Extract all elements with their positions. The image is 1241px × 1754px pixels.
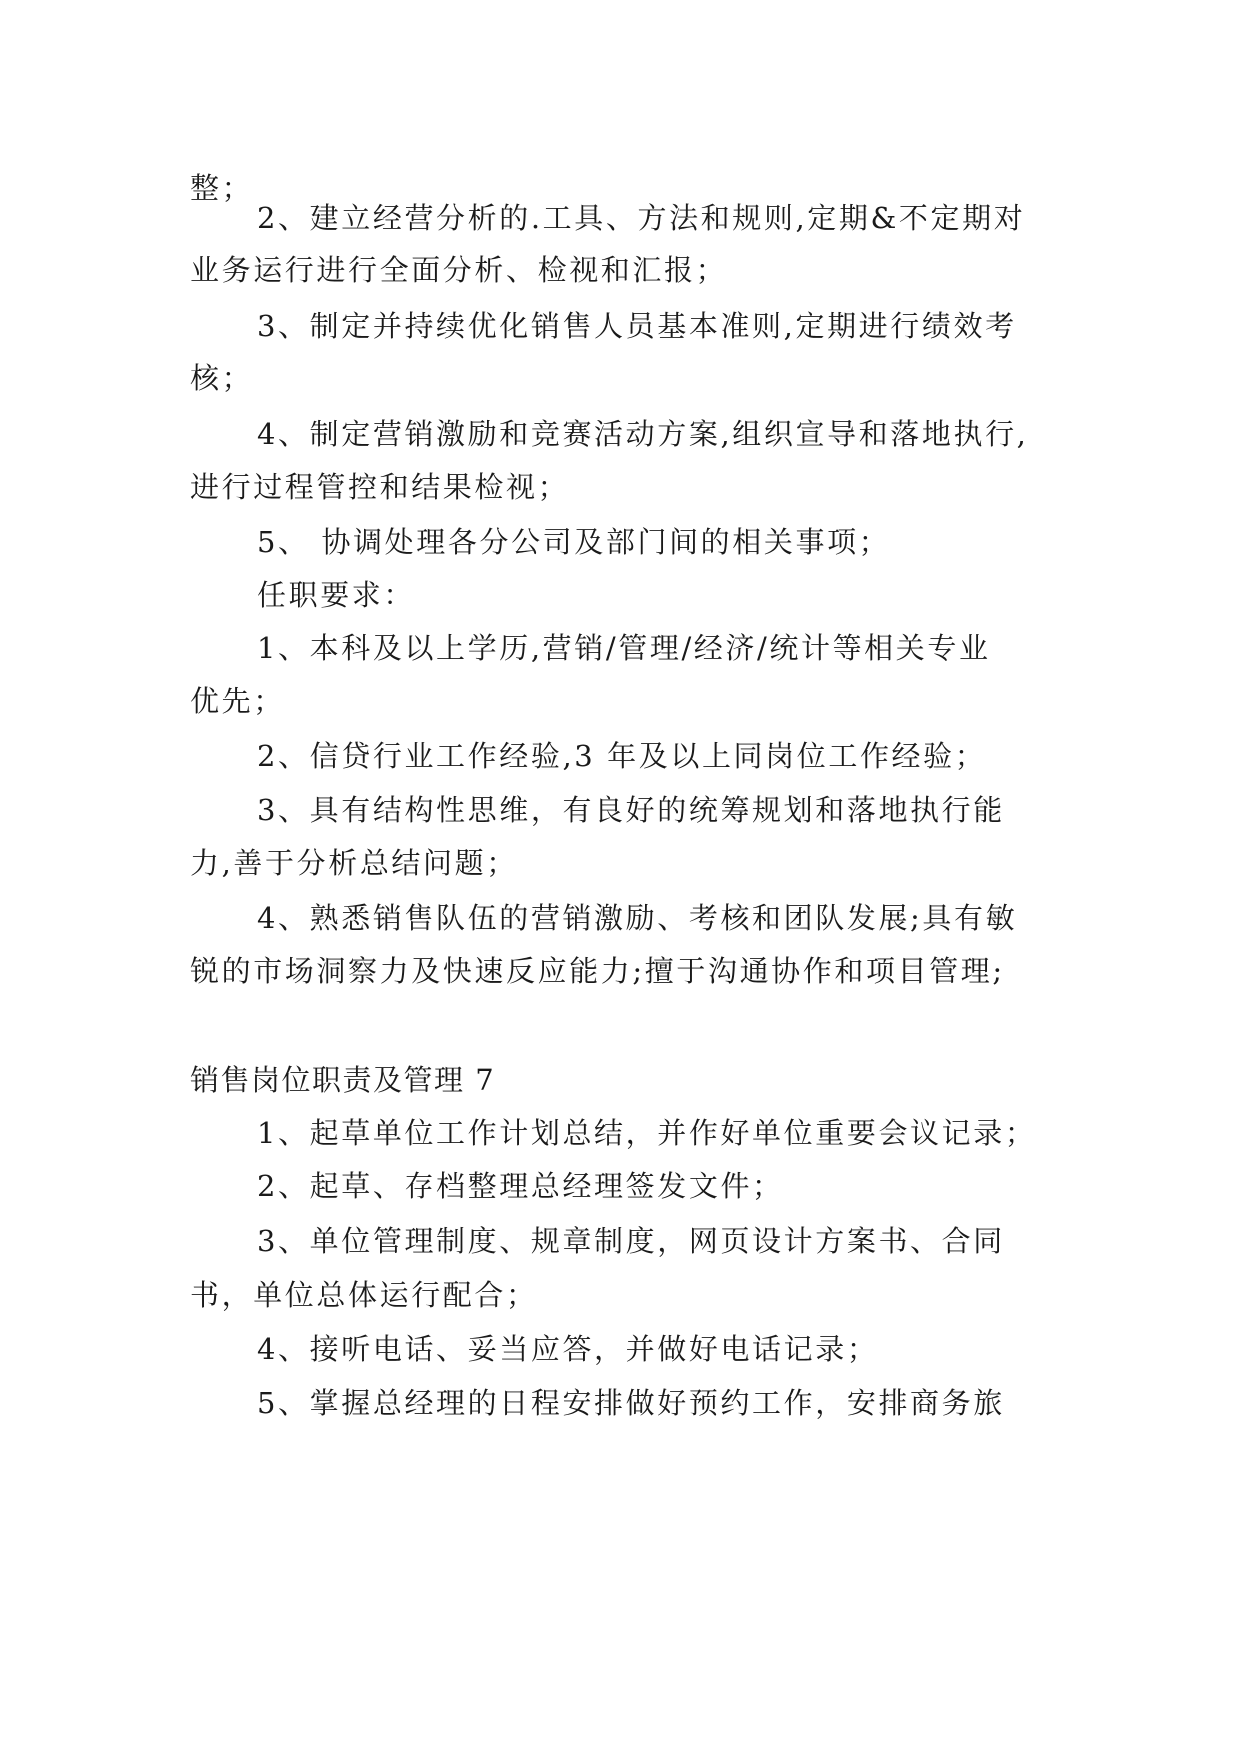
req-item-1-line-2: 优先； — [190, 684, 285, 718]
duty-item-3-line-2: 核； — [190, 361, 254, 395]
duty-item-4-line-2: 进行过程管控和结果检视； — [190, 470, 570, 504]
duty-item-4-line-1: 4、制定营销激励和竞赛活动方案,组织宣导和落地执行, — [257, 417, 1029, 451]
duty-item-3-line-1: 3、制定并持续优化销售人员基本准则,定期进行绩效考 — [257, 309, 1017, 343]
req-item-3-line-1: 3、具有结构性思维，有良好的统筹规划和落地执行能 — [257, 793, 1005, 827]
duty-item-2-line-2: 业务运行进行全面分析、检视和汇报； — [190, 253, 728, 287]
req-item-4-line-1: 4、熟悉销售队伍的营销激励、考核和团队发展;具有敏 — [257, 901, 1018, 935]
text-line: 整； — [190, 171, 254, 205]
section7-item-3-line-2: 书，单位总体运行配合； — [190, 1278, 538, 1312]
section7-item-1: 1、起草单位工作计划总结，并作好单位重要会议记录； — [257, 1116, 1037, 1150]
duty-item-5: 5、 协调处理各分公司及部门间的相关事项； — [257, 525, 891, 559]
req-item-2: 2、信贷行业工作经验,3 年及以上同岗位工作经验； — [257, 739, 987, 773]
section-heading: 销售岗位职责及管理 7 — [190, 1063, 496, 1097]
section7-item-4: 4、接听电话、妥当应答，并做好电话记录； — [257, 1332, 879, 1366]
req-item-1-line-1: 1、本科及以上学历,营销/管理/经济/统计等相关专业 — [257, 631, 991, 665]
req-item-4-line-2: 锐的市场洞察力及快速反应能力;擅于沟通协作和项目管理; — [190, 954, 1005, 988]
section7-item-3-line-1: 3、单位管理制度、规章制度，网页设计方案书、合同 — [257, 1224, 1005, 1258]
duty-item-2-line-1: 2、建立经营分析的.工具、方法和规则,定期&不定期对 — [257, 201, 1026, 235]
requirements-title: 任职要求： — [257, 578, 416, 612]
section7-item-5: 5、掌握总经理的日程安排做好预约工作，安排商务旅 — [257, 1386, 1005, 1420]
section7-item-2: 2、起草、存档整理总经理签发文件； — [257, 1169, 784, 1203]
req-item-3-line-2: 力,善于分析总结问题； — [190, 846, 518, 880]
